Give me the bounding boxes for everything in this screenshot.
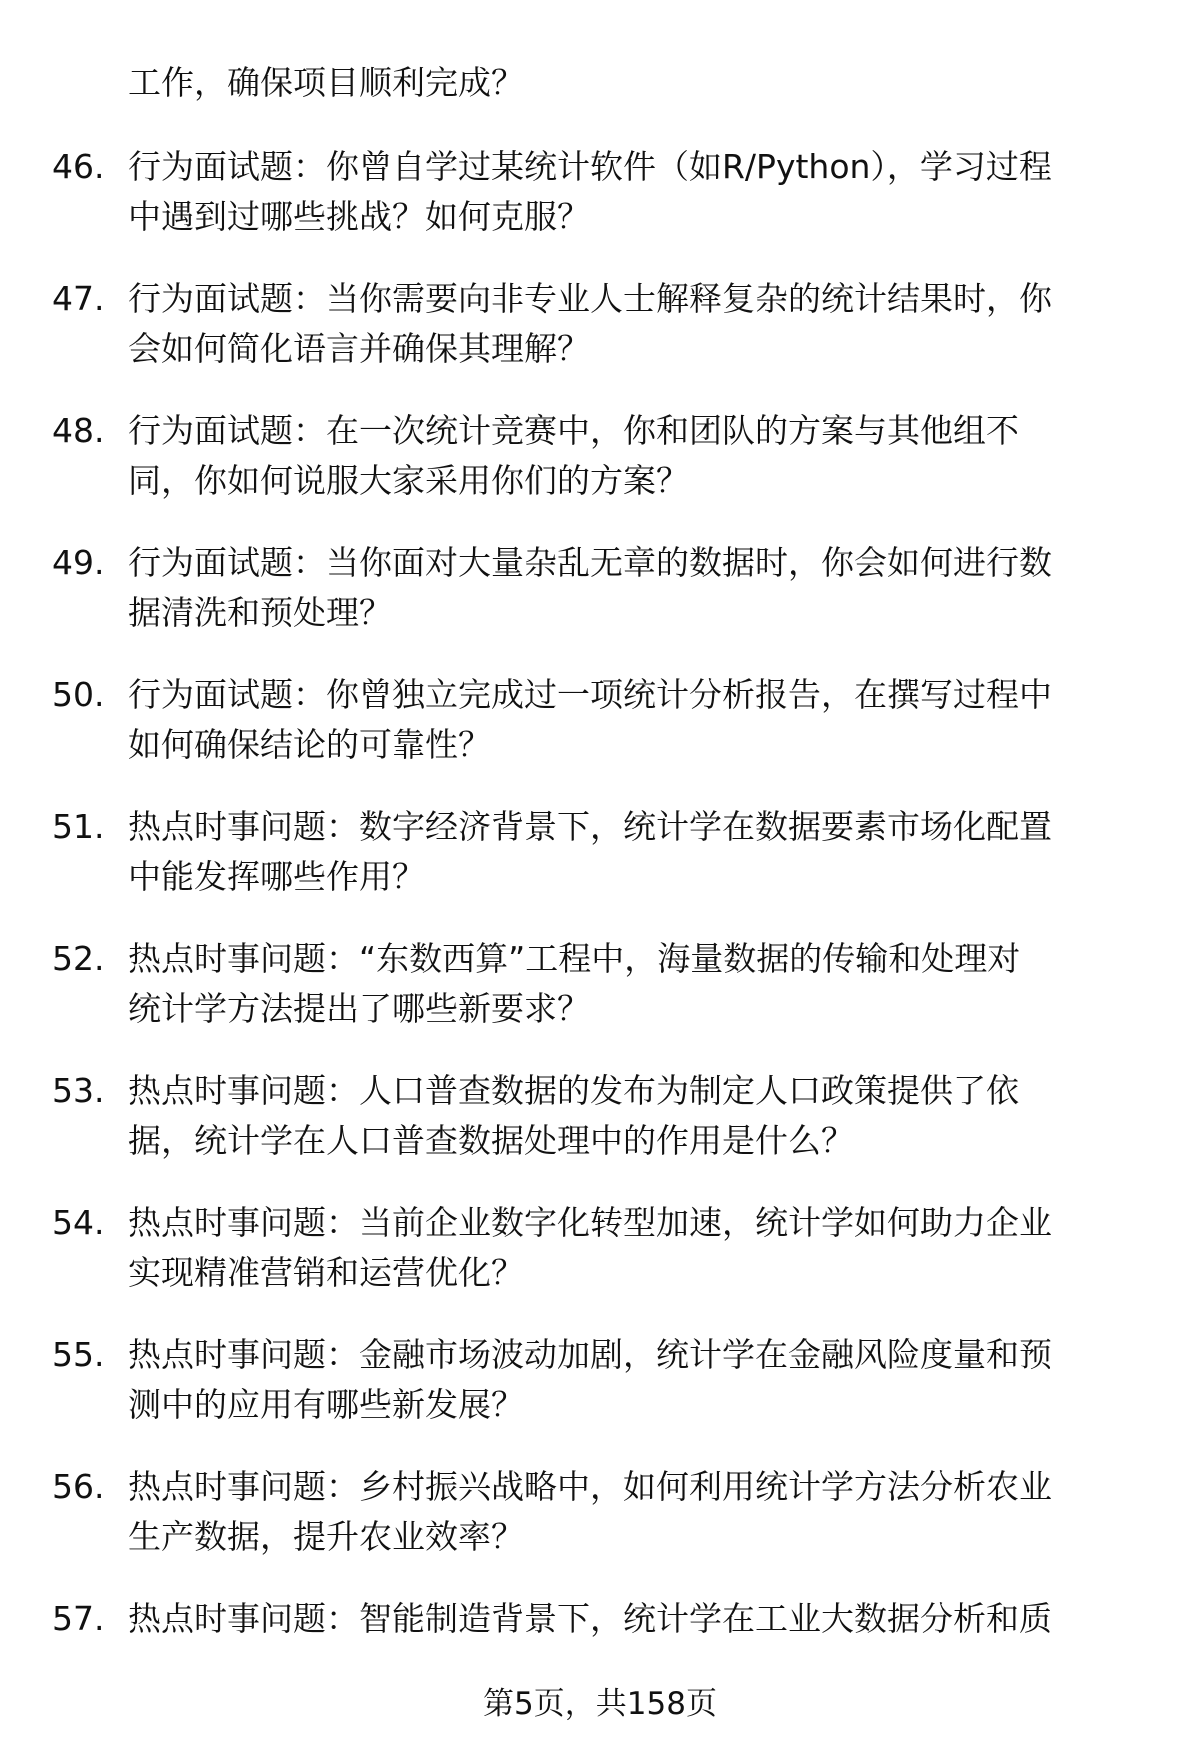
question-number: 56. [52, 1467, 105, 1506]
question-list [0, 142, 1200, 1726]
question-number: 55. [52, 1335, 105, 1374]
question-number: 51. [52, 807, 105, 846]
question-text: 热点时事问题：数字经济背景下，统计学在数据要素市场化配置 中能发挥哪些作用？ [128, 807, 1052, 896]
question-number: 52. [52, 939, 105, 978]
question-item [0, 1462, 1200, 1594]
page-footer: 第5页，共158页 [483, 1686, 717, 1722]
question-item [0, 274, 1200, 406]
question-text: 行为面试题：当你需要向非专业人士解释复杂的统计结果时，你 会如何简化语言并确保其理解？ [128, 279, 1052, 368]
question-item [0, 538, 1200, 670]
question-number: 48. [52, 411, 105, 450]
question-text: 热点时事问题：人口普查数据的发布为制定人口政策提供了依 据，统计学在人口普查数据处理中的作用是什么？ [128, 1071, 1019, 1160]
question-text: 热点时事问题：乡村振兴战略中，如何利用统计学方法分析农业 生产数据，提升农业效率？ [128, 1467, 1052, 1556]
question-number: 54. [52, 1203, 105, 1242]
question-text: 热点时事问题：智能制造背景下，统计学在工业大数据分析和质 [128, 1599, 1052, 1638]
question-text: 行为面试题：你曾独立完成过一项统计分析报告，在撰写过程中 如何确保结论的可靠性？ [128, 675, 1052, 764]
question-text: 热点时事问题：金融市场波动加剧，统计学在金融风险度量和预 测中的应用有哪些新发展？ [128, 1335, 1052, 1424]
question-text: 热点时事问题：“东数西算”工程中，海量数据的传输和处理对 统计学方法提出了哪些新要求？ [128, 939, 1021, 1028]
question-number: 53. [52, 1071, 105, 1110]
question-number: 46. [52, 147, 105, 186]
question-item [0, 142, 1200, 274]
continuation-text: 工作，确保项目顺利完成？ [128, 63, 524, 102]
question-text: 行为面试题：当你面对大量杂乱无章的数据时，你会如何进行数 据清洗和预处理？ [128, 543, 1052, 632]
question-text: 行为面试题：在一次统计竞赛中，你和团队的方案与其他组不 同，你如何说服大家采用你们的方案？ [128, 411, 1019, 500]
question-item [0, 1066, 1200, 1198]
question-number: 50. [52, 675, 105, 714]
question-item [0, 1198, 1200, 1330]
question-item [0, 802, 1200, 934]
question-number: 57. [52, 1599, 105, 1638]
question-text: 行为面试题：你曾自学过某统计软件（如R/Python），学习过程 中遇到过哪些挑战？如何克服？ [128, 147, 1052, 236]
question-item [0, 406, 1200, 538]
question-item [0, 934, 1200, 1066]
question-text: 热点时事问题：当前企业数字化转型加速，统计学如何助力企业 实现精准营销和运营优化？ [128, 1203, 1052, 1292]
question-item [0, 670, 1200, 802]
question-item [0, 1330, 1200, 1462]
question-number: 47. [52, 279, 105, 318]
question-number: 49. [52, 543, 105, 582]
